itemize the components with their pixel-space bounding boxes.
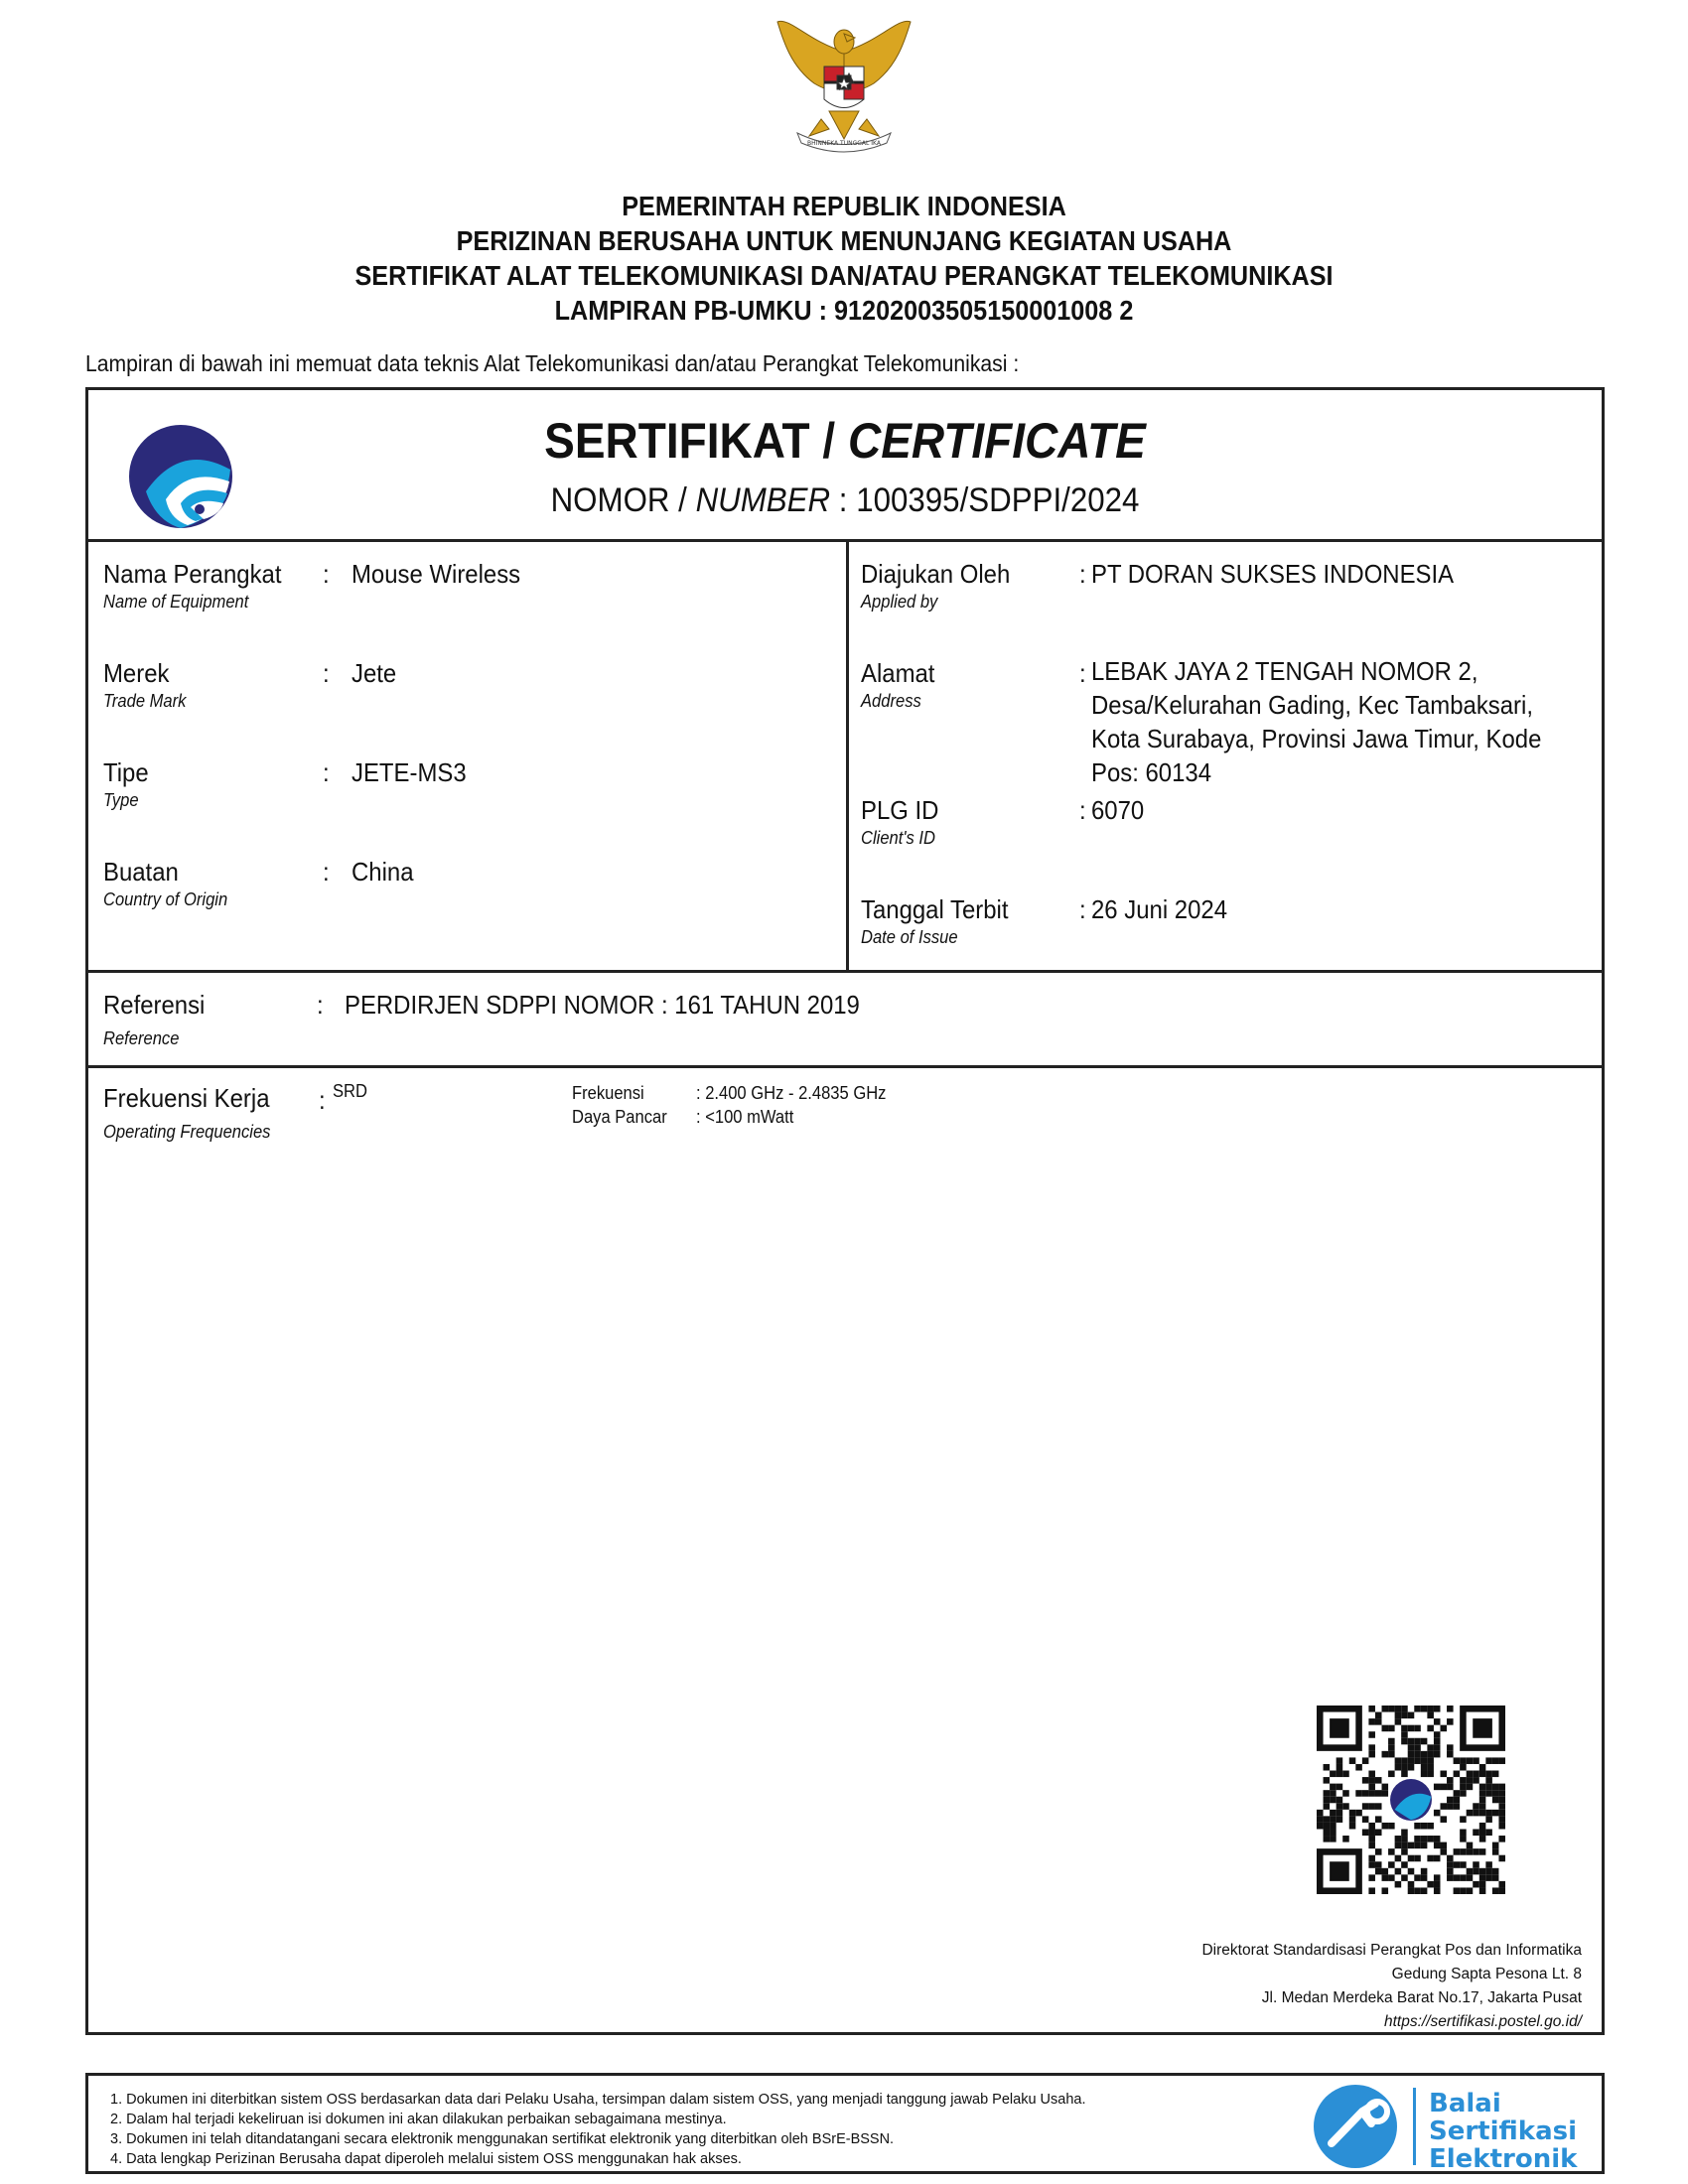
bsre-line1: Balai xyxy=(1429,2089,1501,2118)
directorate-line1: Direktorat Standardisasi Perangkat Pos dan Informatika xyxy=(1201,1942,1582,1959)
colon: : xyxy=(1079,658,1086,688)
gov-heading-line1: PEMERINTAH REPUBLIK INDONESIA xyxy=(622,191,1066,221)
value-type: JETE-MS3 xyxy=(352,757,467,787)
value-applicant: PT DORAN SUKSES INDONESIA xyxy=(1091,559,1455,589)
divider-title xyxy=(88,539,1602,542)
emblem-motto: BHINNEKA TUNGGAL IKA xyxy=(807,140,881,147)
sub-clients-id: Client's ID xyxy=(861,828,935,848)
directorate-url[interactable]: https://sertifikasi.postel.go.id/ xyxy=(1383,2013,1582,2030)
directorate-line2: Gedung Sapta Pesona Lt. 8 xyxy=(1391,1966,1582,1982)
sub-type: Type xyxy=(103,790,139,810)
value-trade-mark: Jete xyxy=(352,658,397,688)
label-daya-pancar: Daya Pancar xyxy=(572,1107,667,1127)
bsre-line3: Elektronik xyxy=(1429,2144,1578,2171)
sub-date-of-issue: Date of Issue xyxy=(861,927,958,947)
colon: : xyxy=(323,857,330,887)
value-address: LEBAK JAYA 2 TENGAH NOMOR 2, Desa/Kelurahan Gading, Kec Tambaksari, Kota Surabaya, Provinsi Jawa Timur, Kode Pos: 60134 xyxy=(1091,656,1542,787)
footer-notes xyxy=(110,2090,1086,2169)
sub-country-of-origin: Country of Origin xyxy=(103,889,228,909)
footer-note: 4. Data lengkap Perizinan Berusaha dapat diperoleh melalui sistem OSS menggunakan hak akses. xyxy=(110,2151,742,2167)
colon: : xyxy=(323,757,330,787)
value-frequency-type: SRD xyxy=(333,1081,367,1101)
label-diajukan-oleh: Diajukan Oleh xyxy=(861,559,1011,589)
colon: : xyxy=(1079,559,1086,589)
sub-address: Address xyxy=(861,691,921,711)
value-equipment-name: Mouse Wireless xyxy=(352,559,521,589)
label-buatan: Buatan xyxy=(103,857,179,887)
directorate-address xyxy=(986,1939,1582,2034)
label-merek: Merek xyxy=(103,658,170,688)
sub-reference: Reference xyxy=(103,1028,180,1048)
garuda-pancasila-emblem xyxy=(770,12,918,161)
gov-heading-line3: SERTIFIKAT ALAT TELEKOMUNIKASI DAN/ATAU PERANGKAT TELEKOMUNIKASI xyxy=(354,260,1334,291)
colon: : xyxy=(317,990,324,1020)
number-label-italic: NUMBER xyxy=(695,481,831,519)
label-frekuensi-kerja: Frekuensi Kerja xyxy=(103,1083,270,1113)
colon: : xyxy=(319,1085,326,1115)
value-country: China xyxy=(352,857,414,887)
sub-name-of-equipment: Name of Equipment xyxy=(103,592,249,612)
gov-heading-line2: PERIZINAN BERUSAHA UNTUK MENUNJANG KEGIATAN USAHA xyxy=(456,225,1232,256)
divider-fields xyxy=(88,970,1602,973)
certificate-title-italic: CERTIFICATE xyxy=(847,413,1146,469)
colon: : xyxy=(1079,795,1086,825)
certificate-number xyxy=(149,481,1541,520)
sub-trade-mark: Trade Mark xyxy=(103,691,187,711)
certificate-box xyxy=(85,387,1605,2035)
value-client-id: 6070 xyxy=(1091,795,1145,825)
label-referensi: Referensi xyxy=(103,990,206,1020)
value-date-of-issue: 26 Juni 2024 xyxy=(1091,894,1227,924)
directorate-line3: Jl. Medan Merdeka Barat No.17, Jakarta Pusat xyxy=(1261,1989,1582,2006)
label-alamat: Alamat xyxy=(861,658,935,688)
value-frekuensi: : 2.400 GHz - 2.4835 GHz xyxy=(696,1083,887,1103)
label-nama-perangkat: Nama Perangkat xyxy=(103,559,282,589)
colon: : xyxy=(1079,894,1086,924)
bsre-line2: Sertifikasi xyxy=(1429,2116,1578,2146)
label-tanggal-terbit: Tanggal Terbit xyxy=(861,894,1009,924)
sub-applied-by: Applied by xyxy=(861,592,938,612)
qr-code xyxy=(1317,1706,1505,1894)
value-reference: PERDIRJEN SDPPI NOMOR : 161 TAHUN 2019 xyxy=(345,990,860,1020)
divider-vertical xyxy=(846,539,849,970)
certificate-title-main: SERTIFIKAT / xyxy=(544,413,848,469)
colon: : xyxy=(323,658,330,688)
footer-note: 2. Dalam hal terjadi kekeliruan isi dokumen ini akan dilakukan perbaikan sebagaimana mestinya. xyxy=(110,2112,727,2127)
certificate-title xyxy=(149,412,1541,470)
footer-note: 1. Dokumen ini diterbitkan sistem OSS berdasarkan data dari Pelaku Usaha, tersimpan dalam sistem OSS, yang menjadi tanggung jawab Pelaku Usaha. xyxy=(110,2092,1086,2108)
intro-text: Lampiran di bawah ini memuat data teknis Alat Telekomunikasi dan/atau Perangkat Telekomunikasi : xyxy=(85,350,1020,376)
label-frekuensi: Frekuensi xyxy=(572,1083,644,1103)
number-label-main: NOMOR / xyxy=(550,481,696,519)
gov-heading-line4: LAMPIRAN PB-UMKU : 91202003505150001008 2 xyxy=(554,295,1134,326)
footer-note: 3. Dokumen ini telah ditandatangani secara elektronik menggunakan sertifikat elektronik yang diterbitkan oleh BSrE-BSSN. xyxy=(110,2131,895,2147)
colon: : xyxy=(323,559,330,589)
value-daya-pancar: : <100 mWatt xyxy=(696,1107,794,1127)
label-tipe: Tipe xyxy=(103,757,149,787)
sub-operating-frequencies: Operating Frequencies xyxy=(103,1122,271,1142)
footer-notes-box xyxy=(85,2073,1605,2174)
divider-reference xyxy=(88,1065,1602,1068)
number-value: : 100395/SDPPI/2024 xyxy=(830,481,1140,519)
label-plg-id: PLG ID xyxy=(861,795,939,825)
bsre-logo xyxy=(1308,2082,1596,2171)
